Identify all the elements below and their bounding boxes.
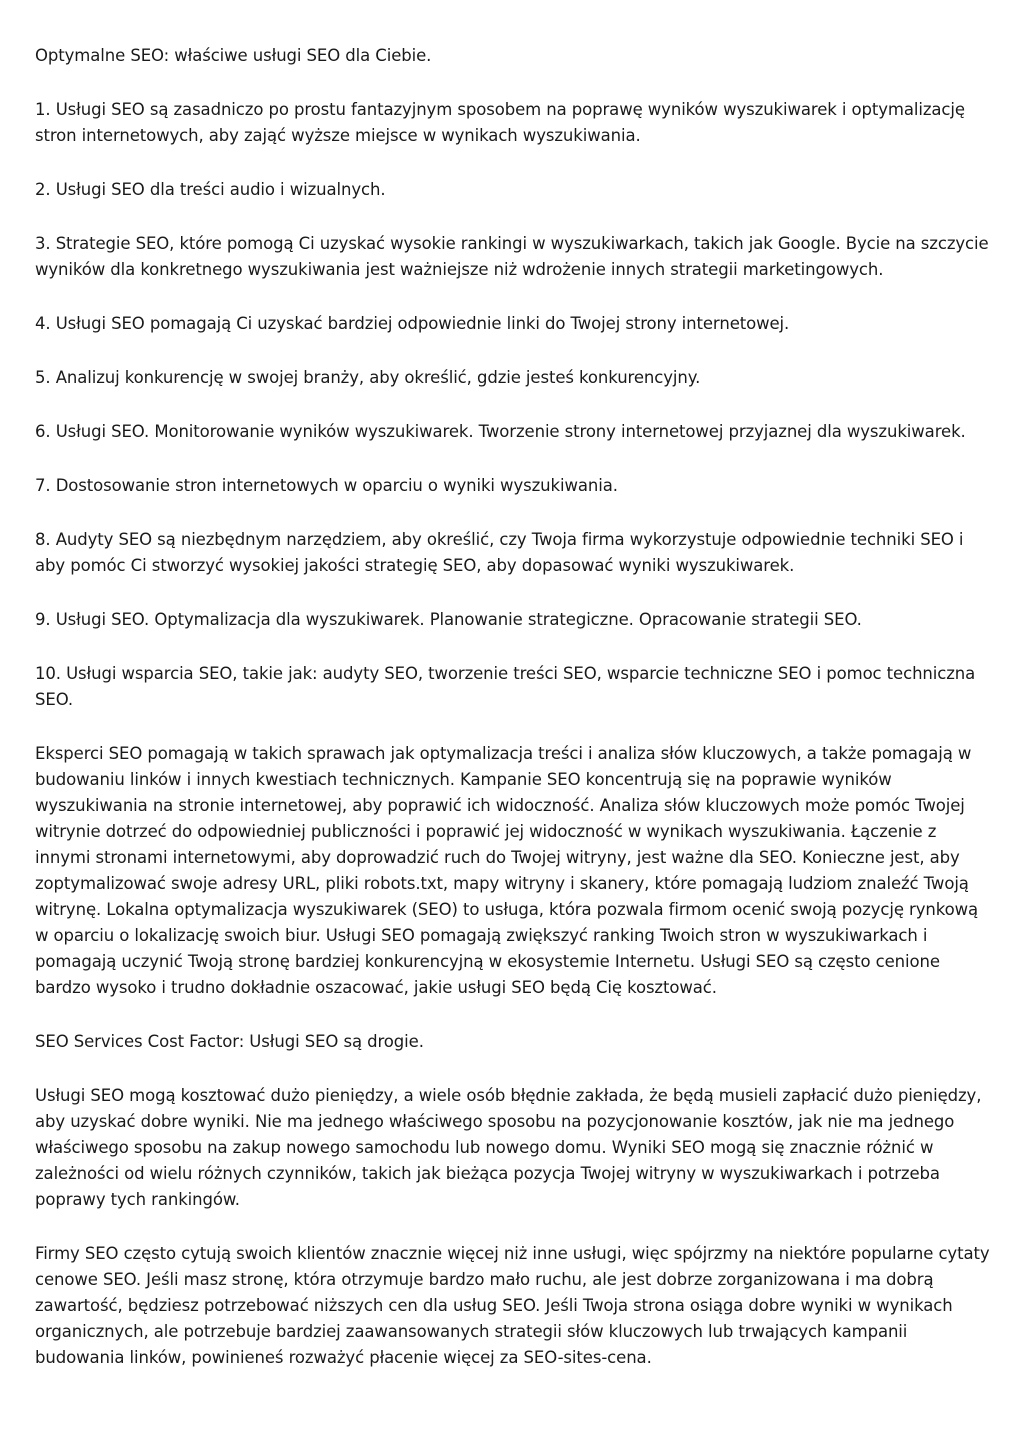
list-item-4: 4. Usługi SEO pomagają Ci uzyskać bardziej odpowiednie linki do Twojej strony internetowej. [35, 314, 790, 333]
subheading-cost: SEO Services Cost Factor: Usługi SEO są drogie. [35, 1032, 424, 1051]
list-item-2: 2. Usługi SEO dla treści audio i wizualnych. [35, 180, 386, 199]
list-item-7: 7. Dostosowanie stron internetowych w oparciu o wyniki wyszukiwania. [35, 476, 618, 495]
paragraph-cost: Usługi SEO mogą kosztować dużo pieniędzy, a wiele osób błędnie zakłada, że będą musieli zapłacić dużo pieniędzy, aby uzyskać dobre wyniki. Nie ma jednego właściwego sposobu na pozycjonowanie kosztów, jak nie ma jednego właściwego sposobu na zakup nowego samochodu lub nowego domu. Wyniki SEO mogą się znacznie różnić w zależności od wielu różnych czynników, takich jak bieżąca pozycja Twojej witryny w wyszukiwarkach i potrzeba poprawy tych rankingów. [35, 1086, 982, 1209]
list-item-10: 10. Usługi wsparcia SEO, takie jak: audyty SEO, tworzenie treści SEO, wsparcie techniczne SEO i pomoc techniczna SEO. [35, 664, 976, 709]
list-item-3: 3. Strategie SEO, które pomogą Ci uzyskać wysokie rankingi w wyszukiwarkach, takich jak Google. Bycie na szczycie wyników dla konkretnego wyszukiwania jest ważniejsze niż wdrożenie innych strategii marketingowych. [35, 234, 989, 279]
paragraph-experts: Eksperci SEO pomagają w takich sprawach jak optymalizacja treści i analiza słów kluczowych, a także pomagają w budowaniu linków i innych kwestiach technicznych. Kampanie SEO koncentrują się na poprawie wyników wyszukiwania na stronie internetowej, aby poprawić ich widoczność. Analiza słów kluczowych może pomóc Twojej witrynie dotrzeć do odpowiedniej publiczności i poprawić jej widoczność w wynikach wyszukiwania. Łączenie z innymi stronami internetowymi, aby doprowadzić ruch do Twojej witryny, jest ważne dla SEO. Konieczne jest, aby zoptymalizować swoje adresy URL, pliki robots.txt, mapy witryny i skanery, które pomagają ludziom znaleźć Twoją witrynę. Lokalna optymalizacja wyszukiwarek (SEO) to usługa, która pozwala firmom ocenić swoją pozycję rynkową w oparciu o lokalizację swoich biur. Usługi SEO pomagają zwiększyć ranking Twoich stron w wyszukiwarkach i pomagają uczynić Twoją stronę bardziej konkurencyjną w ekosystemie Internetu. Usługi SEO są często cenione bardzo wysoko i trudno dokładnie oszacować, jakie usługi SEO będą Cię kosztować. [35, 744, 979, 997]
list-item-1: 1. Usługi SEO są zasadniczo po prostu fantazyjnym sposobem na poprawę wyników wyszukiwarek i optymalizację stron internetowych, aby zająć wyższe miejsce w wynikach wyszukiwania. [35, 100, 965, 145]
list-item-6: 6. Usługi SEO. Monitorowanie wyników wyszukiwarek. Tworzenie strony internetowej przyjaznej dla wyszukiwarek. [35, 422, 966, 441]
document-body [35, 43, 995, 1399]
list-item-8: 8. Audyty SEO są niezbędnym narzędziem, aby określić, czy Twoja firma wykorzystuje odpowiednie techniki SEO i aby pomóc Ci stworzyć wysokiej jakości strategię SEO, aby dopasować wyniki wyszukiwarek. [35, 530, 964, 575]
list-item-5: 5. Analizuj konkurencję w swojej branży, aby określić, gdzie jesteś konkurencyjny. [35, 368, 701, 387]
document-title: Optymalne SEO: właściwe usługi SEO dla Ciebie. [35, 46, 432, 65]
paragraph-firms: Firmy SEO często cytują swoich klientów znacznie więcej niż inne usługi, więc spójrzmy na niektóre popularne cytaty cenowe SEO. Jeśli masz stronę, która otrzymuje bardzo mało ruchu, ale jest dobrze zorganizowana i ma dobrą zawartość, będziesz potrzebować niższych cen dla usług SEO. Jeśli Twoja strona osiąga dobre wyniki w wynikach organicznych, ale potrzebuje bardziej zaawansowanych strategii słów kluczowych lub trwających kampanii budowania linków, powinieneś rozważyć płacenie więcej za SEO-sites-cena. [35, 1244, 990, 1367]
list-item-9: 9. Usługi SEO. Optymalizacja dla wyszukiwarek. Planowanie strategiczne. Opracowanie strategii SEO. [35, 610, 862, 629]
